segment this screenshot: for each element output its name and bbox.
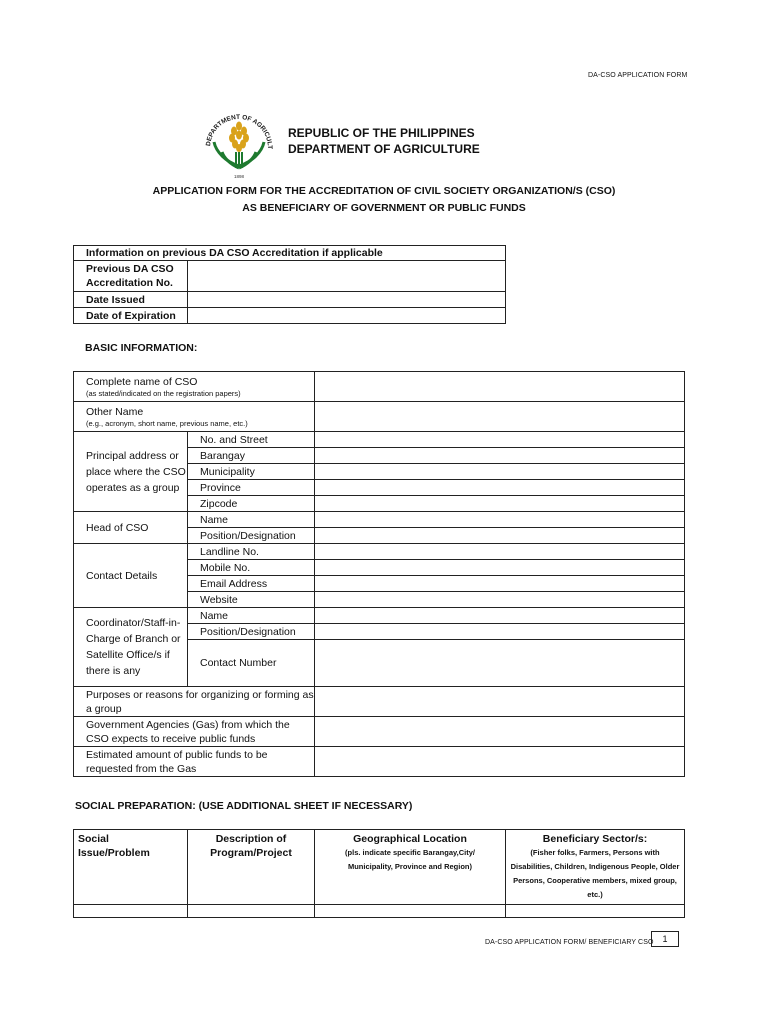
previous-accreditation-table: [73, 245, 506, 324]
republic-heading: REPUBLIC OF THE PHILIPPINES: [288, 126, 475, 140]
social-preparation-table: [73, 829, 685, 918]
date-expiration-field[interactable]: [188, 308, 506, 324]
basic-information-heading: BASIC INFORMATION:: [85, 342, 198, 354]
address-field-label: Barangay: [188, 448, 315, 464]
social-preparation-heading: SOCIAL PREPARATION: (USE ADDITIONAL SHEET IF NECESSARY): [75, 800, 413, 812]
coordinator-name-field[interactable]: [315, 608, 685, 624]
coordinator-label: Coordinator/Staff-in-Charge of Branch or Satellite Office/s if there is any: [74, 608, 188, 687]
col-geographical-location: Geographical Location (pls. indicate specific Barangay,City/ Municipality, Province and Region): [315, 830, 506, 905]
agencies-field[interactable]: [315, 717, 685, 747]
form-code: DA-CSO APPLICATION FORM: [588, 72, 688, 79]
basic-information-table: [73, 371, 685, 777]
head-position-field[interactable]: [315, 528, 685, 544]
complete-name-label: Complete name of CSO (as stated/indicated on the registration papers): [74, 372, 315, 402]
description-cell[interactable]: [188, 905, 315, 918]
previous-accreditation-label: Previous DA CSO Accreditation No.: [74, 261, 188, 292]
mobile-field[interactable]: [315, 560, 685, 576]
website-field[interactable]: [315, 592, 685, 608]
svg-text:1898: 1898: [233, 174, 245, 179]
page-number: 1: [651, 931, 679, 947]
form-title-line2: AS BENEFICIARY OF GOVERNMENT OR PUBLIC FUNDS: [242, 202, 526, 214]
email-field[interactable]: [315, 576, 685, 592]
head-field-label: Position/Designation: [188, 528, 315, 544]
zipcode-field[interactable]: [315, 496, 685, 512]
coordinator-field-label: Contact Number: [188, 640, 315, 687]
other-name-label: Other Name (e.g., acronym, short name, previous name, etc.): [74, 402, 315, 432]
col-social-issue: Social Issue/Problem: [74, 830, 188, 905]
contact-field-label: Mobile No.: [188, 560, 315, 576]
purposes-field[interactable]: [315, 687, 685, 717]
coordinator-position-field[interactable]: [315, 624, 685, 640]
address-field-label: Municipality: [188, 464, 315, 480]
contact-field-label: Email Address: [188, 576, 315, 592]
address-field-label: Zipcode: [188, 496, 315, 512]
previous-heading: Information on previous DA CSO Accreditation if applicable: [74, 246, 506, 261]
department-heading: DEPARTMENT OF AGRICULTURE: [288, 142, 480, 156]
purposes-label: Purposes or reasons for organizing or forming as a group: [74, 687, 315, 717]
street-field[interactable]: [315, 432, 685, 448]
col-description: Description of Program/Project: [188, 830, 315, 905]
beneficiary-cell[interactable]: [506, 905, 685, 918]
form-title-line1: APPLICATION FORM FOR THE ACCREDITATION OF CIVIL SOCIETY ORGANIZATION/S (CSO): [152, 185, 616, 197]
social-issue-cell[interactable]: [74, 905, 188, 918]
head-name-field[interactable]: [315, 512, 685, 528]
address-field-label: No. and Street: [188, 432, 315, 448]
address-field-label: Province: [188, 480, 315, 496]
estimated-funds-label: Estimated amount of public funds to be requested from the Gas: [74, 747, 315, 777]
contact-field-label: Website: [188, 592, 315, 608]
department-seal-logo: [196, 104, 282, 184]
coordinator-contact-field[interactable]: [315, 640, 685, 687]
head-field-label: Name: [188, 512, 315, 528]
svg-text:DEPARTMENT OF AGRICULTURE: DEPARTMENT OF AGRICULT: [205, 113, 274, 150]
date-issued-field[interactable]: [188, 292, 506, 308]
province-field[interactable]: [315, 480, 685, 496]
coordinator-field-label: Position/Designation: [188, 624, 315, 640]
municipality-field[interactable]: [315, 464, 685, 480]
complete-name-field[interactable]: [315, 372, 685, 402]
footer-label: DA-CSO APPLICATION FORM/ BENEFICIARY CSO: [485, 939, 654, 946]
barangay-field[interactable]: [315, 448, 685, 464]
contact-field-label: Landline No.: [188, 544, 315, 560]
principal-address-label: Principal address or place where the CSO operates as a group: [74, 432, 188, 512]
col-beneficiary-sector: Beneficiary Sector/s: (Fisher folks, Farmers, Persons with Disabilities, Children, Indigenous People, Older Persons, Cooperative members, mixed group, etc.): [506, 830, 685, 905]
date-expiration-label: Date of Expiration: [74, 308, 188, 324]
previous-accreditation-field[interactable]: [188, 261, 506, 292]
estimated-funds-field[interactable]: [315, 747, 685, 777]
other-name-field[interactable]: [315, 402, 685, 432]
head-of-cso-label: Head of CSO: [74, 512, 188, 544]
location-cell[interactable]: [315, 905, 506, 918]
contact-details-label: Contact Details: [74, 544, 188, 608]
coordinator-field-label: Name: [188, 608, 315, 624]
date-issued-label: Date Issued: [74, 292, 188, 308]
agencies-label: Government Agencies (Gas) from which the CSO expects to receive public funds: [74, 717, 315, 747]
landline-field[interactable]: [315, 544, 685, 560]
